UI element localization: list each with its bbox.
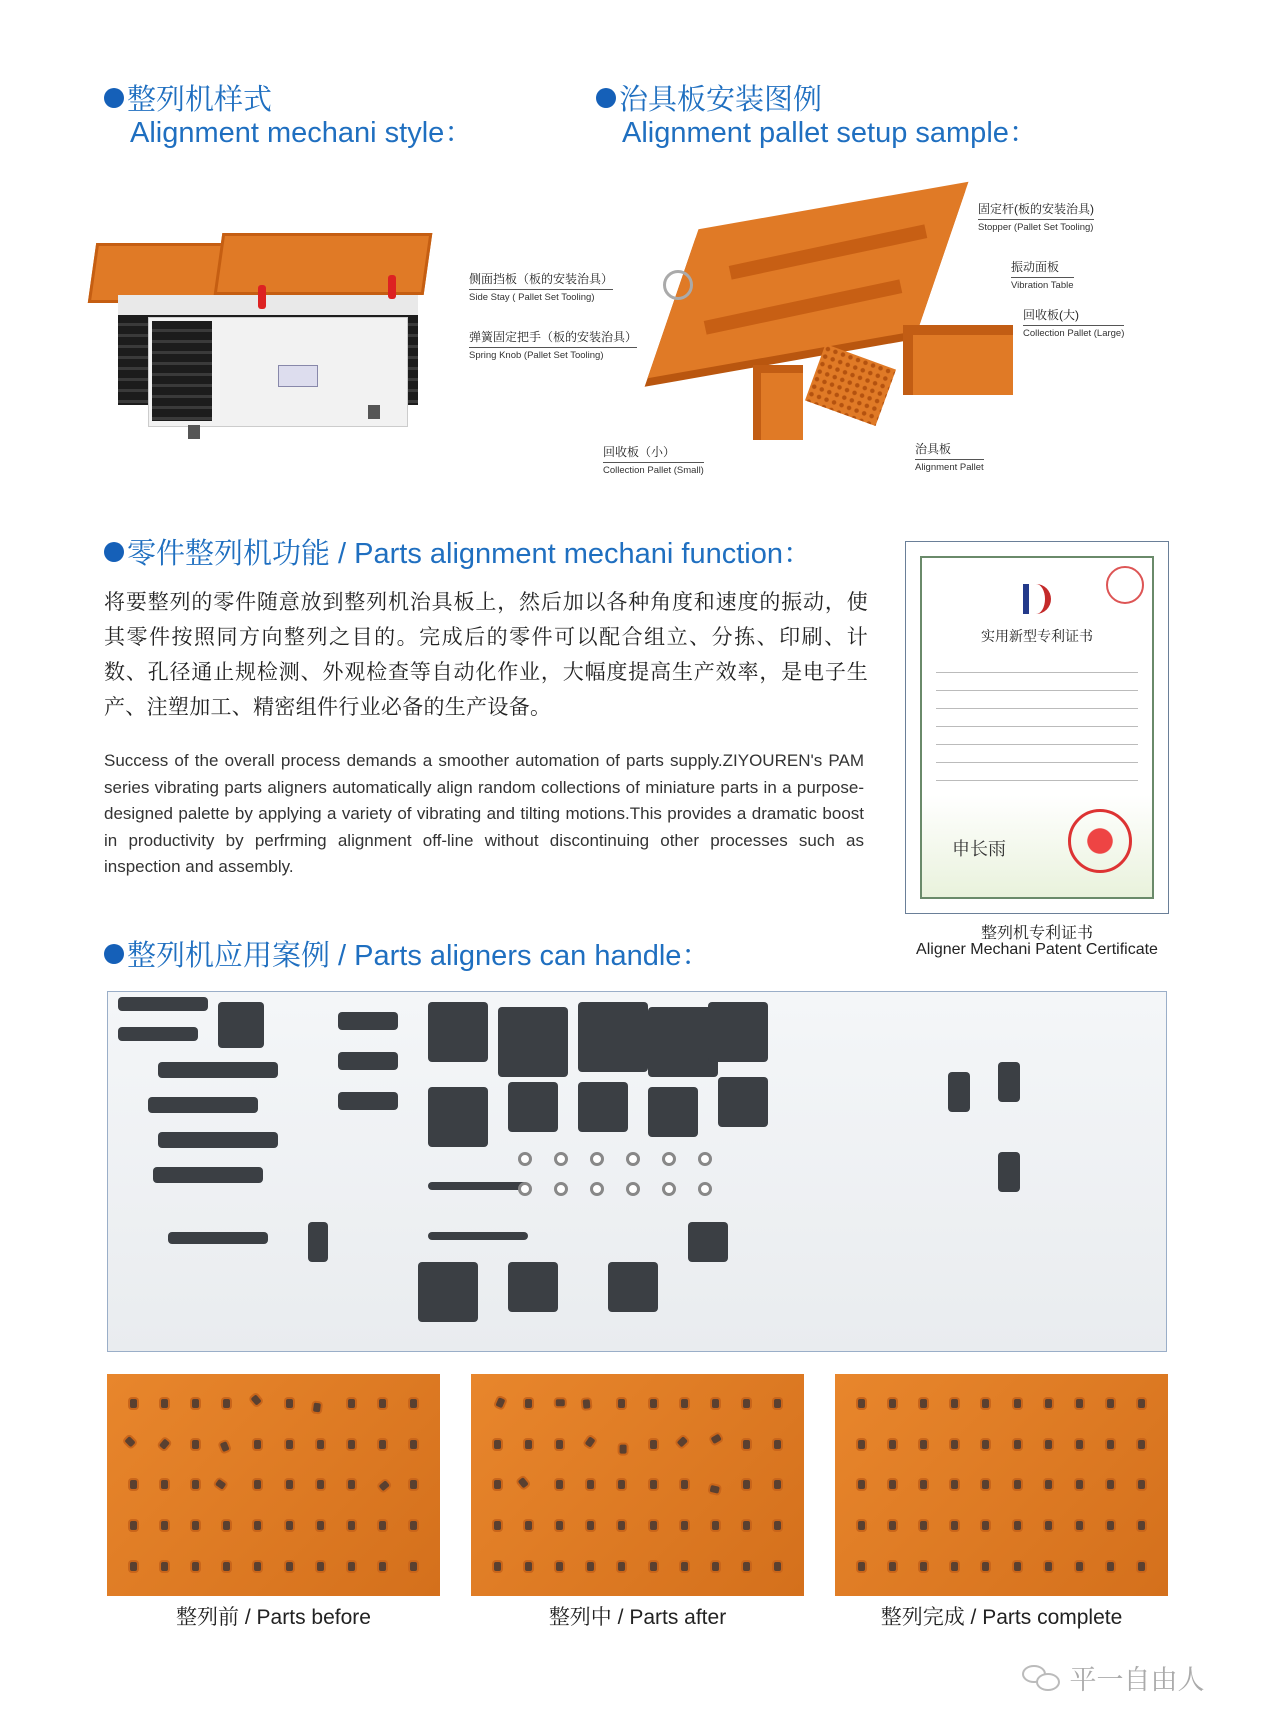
pallet-cavity	[286, 1480, 293, 1489]
washer-item	[698, 1182, 712, 1196]
pallet-cavity	[1014, 1521, 1021, 1530]
heading-text: 零件整列机功能 / Parts alignment mechani function：	[127, 538, 812, 570]
part-item	[998, 1152, 1020, 1192]
pallet-cavity	[286, 1399, 293, 1408]
bullet-icon	[104, 944, 124, 964]
pallet-cavity	[743, 1440, 750, 1449]
part-item	[508, 1082, 558, 1132]
pallet-cavity	[317, 1562, 324, 1571]
pallet-cavity	[774, 1440, 781, 1449]
pallet-cavity	[1107, 1440, 1114, 1449]
pallet-cavity	[317, 1480, 324, 1489]
label-vibration-table: 振动面板 Vibration Table	[1011, 260, 1074, 291]
certificate-title: 实用新型专利证书	[981, 629, 1093, 645]
caption-before: 整列前 / Parts before	[176, 1606, 371, 1629]
pallet-cavity	[920, 1440, 927, 1449]
pallet-cavity	[220, 1441, 230, 1452]
pallet-cavity	[556, 1562, 563, 1571]
pallet-cavity	[410, 1521, 417, 1530]
pallet-cavity	[650, 1440, 657, 1449]
collection-pallet-large	[903, 325, 1013, 395]
pallet-cavity	[379, 1440, 386, 1449]
pallet-cavity	[858, 1440, 865, 1449]
pallet-cavity	[650, 1562, 657, 1571]
pallet-cavity	[130, 1480, 137, 1489]
pallet-cavity	[1107, 1399, 1114, 1408]
pallet-cavity	[587, 1562, 594, 1571]
pallet-cavity	[982, 1440, 989, 1449]
bullet-icon	[104, 542, 124, 562]
pallet-cavity	[1076, 1562, 1083, 1571]
pallet-cavity	[410, 1440, 417, 1449]
pallet-cavity	[743, 1399, 750, 1408]
heading-cn: 治具板安装图例	[619, 84, 823, 116]
pallet-cavity	[556, 1480, 563, 1489]
pallet-cavity	[951, 1399, 958, 1408]
heading-text: 整列机应用案例 / Parts aligners can handle：	[127, 940, 711, 972]
part-item	[428, 1232, 528, 1240]
pallet-cavity	[1014, 1440, 1021, 1449]
pallet-cavity	[681, 1562, 688, 1571]
pallet-cavity	[192, 1562, 199, 1571]
pallet-cavity	[858, 1562, 865, 1571]
pallet-cavity	[348, 1480, 355, 1489]
pallet-cavity	[525, 1562, 532, 1571]
pallet-cavity	[254, 1480, 261, 1489]
function-paragraph-en: Success of the overall process demands a smoother automation of parts supply.ZIYOUREN's PAM series vibrating parts aligners automatically align random collections of miniature parts in a purpose-designed palette by applying a variety of vibrating and tilting motions.This provides a dramatic boost in productivity by perfrming alignment off-line without discontinuing other processes such as inspection and assembly.	[104, 751, 864, 876]
part-item	[608, 1262, 658, 1312]
stamp-small	[1106, 566, 1144, 604]
pallet-cavity	[556, 1521, 563, 1530]
pallet-cavity	[1107, 1480, 1114, 1489]
pallet-cavity	[124, 1436, 135, 1447]
pallet-cavity	[556, 1399, 565, 1406]
pallet-cavity	[982, 1399, 989, 1408]
pallet-cavity	[650, 1521, 657, 1530]
pallet-cavity	[858, 1521, 865, 1530]
certificate-caption-cn: 整列机专利证书	[980, 925, 1093, 942]
caption-complete: 整列完成 / Parts complete	[880, 1606, 1123, 1629]
patent-certificate-image: 实用新型专利证书 申长雨	[905, 541, 1169, 914]
washer-item	[662, 1182, 676, 1196]
pallet-cavity	[379, 1562, 386, 1571]
pallet-cavity	[774, 1399, 781, 1408]
pallet-cavity	[774, 1480, 781, 1489]
part-item	[718, 1077, 768, 1127]
pallet-cavity	[587, 1521, 594, 1530]
pallet-cavity	[495, 1397, 505, 1408]
washer-item	[554, 1152, 568, 1166]
pallet-cavity	[1138, 1562, 1145, 1571]
pallet-cavity	[1107, 1562, 1114, 1571]
pallet-cavity	[620, 1444, 627, 1453]
part-item	[688, 1222, 728, 1262]
washer-item	[626, 1152, 640, 1166]
pallet-cavity	[712, 1562, 719, 1571]
pallet-cavity	[161, 1480, 168, 1489]
patent-logo	[1023, 584, 1051, 614]
collection-pallet-small	[753, 365, 803, 440]
pallet-cavity	[858, 1480, 865, 1489]
pallet-cavity	[743, 1562, 750, 1571]
washer-item	[662, 1152, 676, 1166]
pallet-cavity	[1138, 1399, 1145, 1408]
pallet-cavity	[951, 1562, 958, 1571]
label-collection-large: 回收板(大) Collection Pallet (Large)	[1023, 308, 1125, 339]
pallet-cavity	[618, 1562, 625, 1571]
label-collection-small: 回收板（小） Collection Pallet (Small)	[603, 445, 704, 476]
part-item	[428, 1087, 488, 1147]
pallet-cavity	[410, 1399, 417, 1408]
pallet-cavity	[743, 1521, 750, 1530]
pallet-cavity	[920, 1399, 927, 1408]
pallet-cavity	[518, 1478, 529, 1489]
pallet-cavity	[494, 1480, 501, 1489]
pallet-cavity	[712, 1399, 719, 1408]
pallet-cavity	[1045, 1521, 1052, 1530]
pallet-cavity	[286, 1440, 293, 1449]
part-item	[308, 1222, 328, 1262]
part-item	[153, 1167, 263, 1183]
heading-cn: 整列机样式	[127, 84, 273, 116]
label-spring-knob: 弹簧固定把手（板的安装治具） Spring Knob (Pallet Set Tooling)	[469, 330, 638, 361]
label-alignment-pallet: 治具板 Alignment Pallet	[915, 442, 984, 473]
pallet-cavity	[681, 1399, 688, 1408]
pallet-cavity	[192, 1440, 199, 1449]
part-item	[338, 1052, 398, 1070]
pallet-cavity	[858, 1399, 865, 1408]
pallet-cavity	[348, 1562, 355, 1571]
pallet-cavity	[494, 1440, 501, 1449]
pallet-cavity	[379, 1521, 386, 1530]
part-item	[708, 1002, 768, 1062]
pallet-cavity	[982, 1521, 989, 1530]
pallet-cavity	[920, 1562, 927, 1571]
part-item	[158, 1062, 278, 1078]
part-item	[498, 1007, 568, 1077]
pallet-cavity	[254, 1562, 261, 1571]
washer-item	[590, 1182, 604, 1196]
section-heading-function	[104, 538, 812, 571]
washer-item	[518, 1152, 532, 1166]
washer-item	[626, 1182, 640, 1196]
washer-item	[590, 1152, 604, 1166]
pallet-cavity	[192, 1521, 199, 1530]
pallet-cavity	[1107, 1521, 1114, 1530]
pallet-cavity	[1045, 1399, 1052, 1408]
pallet-cavity	[223, 1399, 230, 1408]
pallet-cavity	[774, 1562, 781, 1571]
watermark	[1022, 1658, 1205, 1697]
pallet-cavity	[712, 1521, 719, 1530]
pallet-cavity	[251, 1394, 262, 1405]
pallet-cavity	[889, 1480, 896, 1489]
part-item	[428, 1002, 488, 1062]
pallet-cavity	[494, 1521, 501, 1530]
pallet-cavity	[192, 1399, 199, 1408]
part-item	[428, 1182, 528, 1190]
pallet-cavity	[161, 1521, 168, 1530]
pallet-cavity	[223, 1562, 230, 1571]
part-item	[158, 1132, 278, 1148]
pallet-cavity	[317, 1440, 324, 1449]
pallet-setup-diagram	[463, 190, 1143, 480]
heading-en: Alignment mechani style：	[130, 117, 474, 149]
part-item	[508, 1262, 558, 1312]
pallet-cavity	[951, 1440, 958, 1449]
pallet-cavity	[1138, 1521, 1145, 1530]
pallet-cavity	[1138, 1480, 1145, 1489]
pallet-cavity	[743, 1480, 750, 1489]
official-seal	[1068, 809, 1132, 873]
parts-examples-photo	[107, 991, 1167, 1352]
pallet-cavity	[348, 1440, 355, 1449]
pallet-cavity	[587, 1480, 594, 1489]
pallet-cavity	[982, 1562, 989, 1571]
pallet-cavity	[254, 1440, 261, 1449]
pallet-cavity	[650, 1480, 657, 1489]
pallet-photo-during	[471, 1374, 804, 1596]
pallet-cavity	[130, 1562, 137, 1571]
label-side-stay: 侧面挡板（板的安装治具） Side Stay ( Pallet Set Tooling)	[469, 272, 614, 303]
pallet-cavity	[1138, 1440, 1145, 1449]
pallet-cavity	[348, 1521, 355, 1530]
part-item	[338, 1092, 398, 1110]
part-item	[578, 1082, 628, 1132]
pallet-cavity	[618, 1521, 625, 1530]
part-item	[148, 1097, 258, 1113]
part-item	[998, 1062, 1020, 1102]
pallet-cavity	[982, 1480, 989, 1489]
pallet-cavity	[1076, 1399, 1083, 1408]
pallet-cavity	[379, 1399, 386, 1408]
part-item	[648, 1087, 698, 1137]
pallet-cavity	[286, 1521, 293, 1530]
pallet-cavity	[286, 1562, 293, 1571]
pallet-photo-complete	[835, 1374, 1168, 1596]
pallet-cavity	[650, 1399, 657, 1408]
pallet-cavity	[618, 1480, 625, 1489]
pallet-cavity	[889, 1440, 896, 1449]
pallet-cavity	[951, 1521, 958, 1530]
pallet-cavity	[130, 1521, 137, 1530]
part-item	[578, 1002, 648, 1072]
heading-en: Alignment pallet setup sample：	[622, 117, 1038, 149]
pallet-cavity	[317, 1521, 324, 1530]
pallet-cavity	[525, 1521, 532, 1530]
pallet-cavity	[681, 1521, 688, 1530]
pallet-cavity	[348, 1399, 355, 1408]
bullet-icon	[104, 88, 124, 108]
pallet-cavity	[920, 1480, 927, 1489]
pallet-cavity	[1045, 1480, 1052, 1489]
caption-during: 整列中 / Parts after	[548, 1606, 727, 1629]
pallet-cavity	[525, 1440, 532, 1449]
certificate-caption-en: Aligner Mechani Patent Certificate	[916, 941, 1158, 958]
part-item	[218, 1002, 264, 1048]
part-item	[948, 1072, 970, 1112]
pallet-cavity	[920, 1521, 927, 1530]
alignment-pallet	[805, 344, 896, 426]
part-item	[118, 997, 208, 1011]
pallet-cavity	[161, 1562, 168, 1571]
pallet-cavity	[1014, 1480, 1021, 1489]
part-item	[418, 1262, 478, 1322]
pallet-cavity	[159, 1438, 170, 1449]
pallet-cavity	[410, 1562, 417, 1571]
function-paragraph-cn: 将要整列的零件随意放到整列机治具板上，然后加以各种角度和速度的振动，使其零件按照同方向整列之目的。完成后的零件可以配合组立、分拣、印刷、计数、孔径通止规检测、外观检查等自动化作业，大幅度提高生产效率，是电子生产、注塑加工、精密组件行业必备的生产设备。	[104, 591, 868, 719]
pallet-cavity	[1076, 1480, 1083, 1489]
label-stopper: 固定杆(板的安装治具) Stopper (Pallet Set Tooling)	[978, 202, 1094, 233]
pallet-cavity	[889, 1521, 896, 1530]
pallet-cavity	[1076, 1521, 1083, 1530]
pallet-cavity	[889, 1399, 896, 1408]
pallet-cavity	[378, 1481, 389, 1492]
pallet-cavity	[681, 1480, 688, 1489]
pallet-cavity	[130, 1399, 137, 1408]
pallet-cavity	[161, 1399, 168, 1408]
pallet-cavity	[192, 1480, 199, 1489]
machine-image	[88, 225, 438, 475]
pallet-cavity	[1045, 1440, 1052, 1449]
watermark-text: 平一自由人	[1069, 1665, 1205, 1695]
pallet-cavity	[710, 1433, 721, 1444]
pallet-cavity	[494, 1562, 501, 1571]
part-item	[168, 1232, 268, 1244]
pallet-cavity	[313, 1402, 321, 1412]
section-heading-machine-style	[104, 84, 473, 150]
pallet-cavity	[1014, 1562, 1021, 1571]
pallet-cavity	[889, 1562, 896, 1571]
washer-item	[554, 1182, 568, 1196]
pallet-cavity	[709, 1485, 719, 1494]
pallet-cavity	[951, 1480, 958, 1489]
pallet-cavity	[585, 1436, 596, 1447]
wechat-icon	[1022, 1663, 1062, 1693]
pallet-cavity	[215, 1479, 226, 1490]
pallet-cavity	[254, 1521, 261, 1530]
section-heading-applications	[104, 940, 710, 973]
pallet-cavity	[410, 1480, 417, 1489]
pallet-cavity	[1045, 1562, 1052, 1571]
washer-item	[518, 1182, 532, 1196]
part-item	[118, 1027, 198, 1041]
washer-item	[698, 1152, 712, 1166]
pallet-cavity	[1014, 1399, 1021, 1408]
pallet-cavity	[676, 1436, 687, 1447]
section-heading-pallet-setup	[596, 84, 1038, 150]
pallet-cavity	[223, 1521, 230, 1530]
pallet-cavity	[1076, 1440, 1083, 1449]
pallet-cavity	[618, 1399, 625, 1408]
pallet-cavity	[583, 1399, 591, 1409]
pallet-cavity	[525, 1399, 532, 1408]
bullet-icon	[596, 88, 616, 108]
part-item	[338, 1012, 398, 1030]
pallet-photo-before	[107, 1374, 440, 1596]
pallet-cavity	[556, 1440, 563, 1449]
pallet-cavity	[774, 1521, 781, 1530]
